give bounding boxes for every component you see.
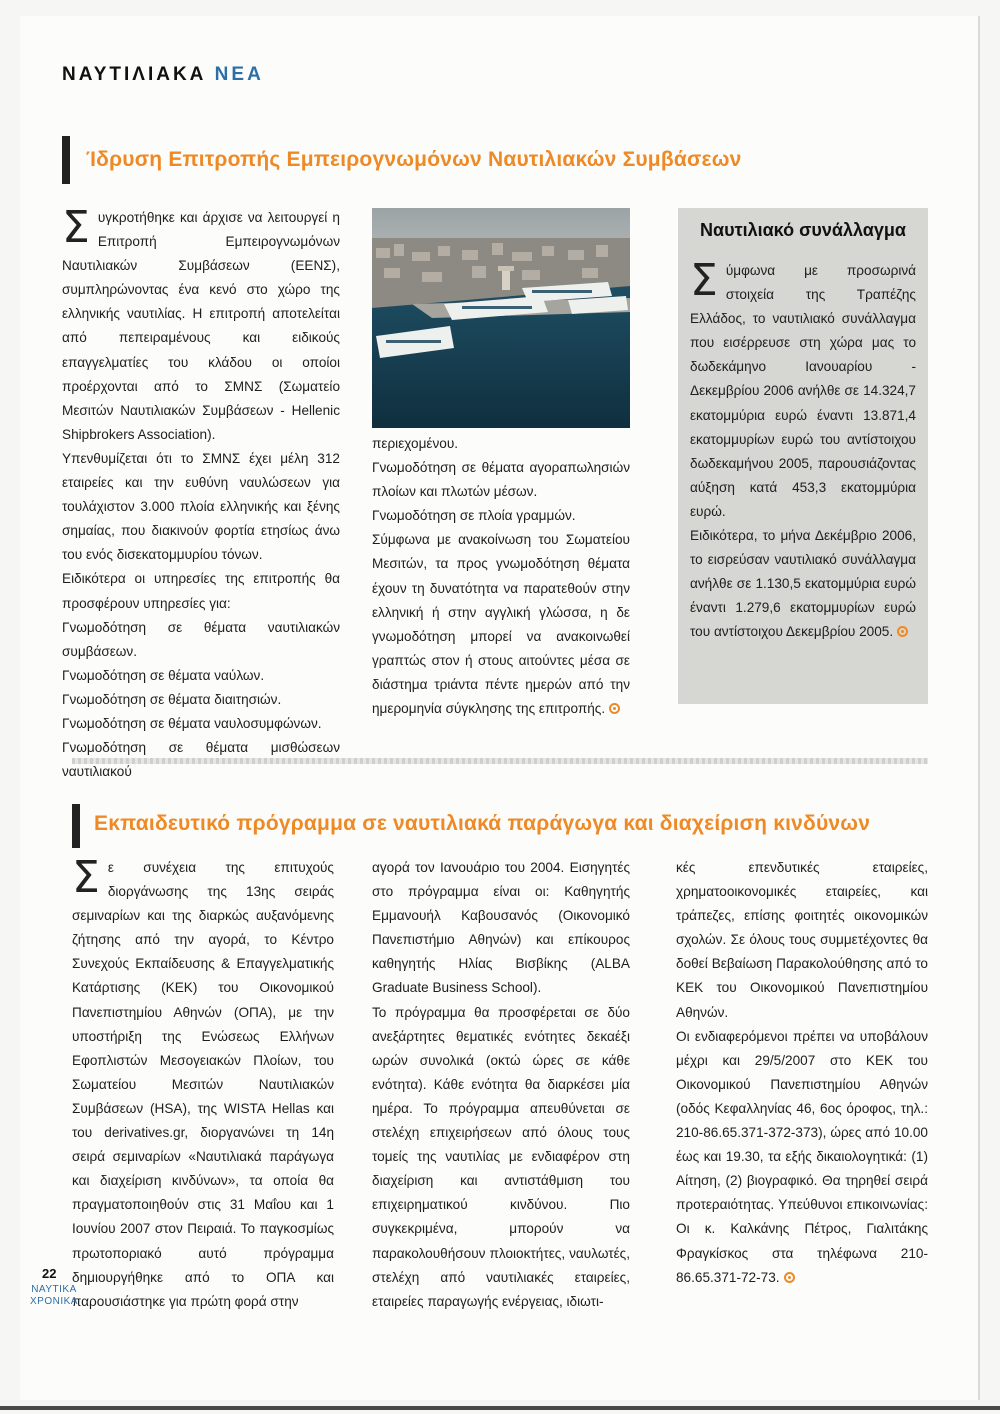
magazine-name-line: ΝΑΥΤΙΚΑ	[31, 1284, 77, 1295]
list-item: περιεχομένου.	[372, 436, 459, 451]
section-divider	[72, 758, 928, 764]
article2-column-2	[372, 856, 630, 1314]
article2-headline: Εκπαιδευτικό πρόγραμμα σε ναυτιλιακά παράγωγα και διαχείριση κινδύνων	[94, 812, 871, 835]
end-of-article-icon	[897, 626, 908, 637]
headline-bar	[72, 804, 80, 848]
list-item: Γνωμοδότηση σε θέματα διαιτησιών.	[62, 691, 282, 707]
page-number: 22	[42, 1266, 57, 1281]
magazine-name-line: ΧΡΟΝΙΚΑ	[30, 1296, 78, 1307]
magazine-name	[30, 1284, 78, 1308]
masthead	[62, 64, 264, 86]
article2-column-3	[676, 856, 928, 1290]
sidebar-title: Ναυτιλιακό συνάλλαγμα	[700, 220, 906, 240]
dropcap: Σ	[690, 255, 718, 306]
dropcap: Σ	[62, 202, 90, 253]
paragraph: Ειδικότερα οι υπηρεσίες της επιτροπής θα προσφέρουν υπηρεσίες για:	[62, 571, 340, 611]
paragraph-text: Σύμφωνα με ανακοίνωση του Σωματείου Μεσιτών, τα προς γνωμοδότηση θέματα έχουν τη δυνατότητα να παρατεθούν στην ελληνική ή στην αγγλική γλώσσα, η δε γνωμοδότηση μπορεί να ανακοινωθεί γραπτώς στον ή στους αιτούντες μέσα σε διάστημα τριάντα πέντε ημερών από την ημερομηνία σύγκλησης της επιτροπής.	[372, 532, 630, 717]
bottom-rule	[0, 1406, 1000, 1410]
sidebar-text	[690, 255, 916, 645]
photo-illustration	[372, 208, 630, 428]
masthead-accent: ΝΕΑ	[214, 64, 264, 85]
list-item: Γνωμοδότηση σε θέματα αγοραπωλησιών πλοίων και πλωτών μέσων.	[372, 460, 630, 500]
list-item: Γνωμοδότηση σε θέματα ναυλοσυμφώνων.	[62, 715, 322, 731]
harbor-ferries-photo	[372, 208, 630, 428]
article2-column-1	[72, 852, 334, 1314]
paragraph: υγκροτήθηκε και άρχισε να λειτουργεί η Επιτροπή Εμπειρογνωμόνων Ναυτιλιακών Συμβάσεων (ΕΕΝΣ), συμπληρώνοντας ένα κενό στο χώρο της ελληνικής ναυτιλίας. Η επιτροπή αποτελείται από πεπειραμένους και ειδικούς επαγγελματίες του κλάδου οι οποίοι προέρχονται από το ΣΜΝΣ (Σωματείο Μεσιτών Ναυτιλιακών Συμβάσεων - Hellenic Shipbrokers Association).	[62, 210, 340, 442]
paragraph	[676, 1025, 928, 1290]
list-item: Γνωμοδότηση σε πλοία γραμμών.	[372, 508, 576, 524]
end-of-article-icon	[609, 703, 620, 714]
paragraph: Το πρόγραμμα θα προσφέρεται σε δύο ανεξάρτητες θεματικές ενότητες δεκαέξι ωρών συνολικά (οκτώ ώρες σε κάθε ενότητα). Κάθε ενότητα θα διαρκέσει μία ημέρα. Το πρόγραμμα απευθύνεται σε στελέχη επιχειρήσεων από όλους τους τομείς της ναυτιλίας με ενδιαφέρον στη διαχείριση και αντιστάθμιση του επιχειρηματικού κινδύνου. Πιο συγκεκριμένα, μπορούν να παρακολουθήσουν πλοιοκτήτες, ναυλωτές, στελέχη από ναυτιλιακές εταιρείες, εταιρείες παραγωγής ενέργειας, ιδιωτι-	[372, 1004, 630, 1309]
paragraph-text: Ειδικότερα, το μήνα Δεκέμβριο 2006, το εισρεύσαν ναυτιλιακό συνάλλαγμα ανήλθε σε 1.130,5 εκατομμύρια ευρώ έναντι 1.279,6 εκατομμυρίων ευρώ του αντίστοιχου Δεκεμβρίου 2005.	[690, 528, 916, 640]
masthead-title: ΝΑΥΤΙΛΙΑΚΑ	[62, 64, 207, 85]
paragraph: ε συνέχεια της επιτυχούς διοργάνωσης της 13ης σειράς σεμιναρίων και της διαρκώς αυξανόμενης ζήτησης από την αγορά, το Κέντρο Συνεχούς Εκπαίδευσης & Επαγγελματικής Κατάρτισης (ΚΕΚ) του Οικονομικού Πανεπιστημίου Αθηνών (ΟΠΑ), με την υποστήριξη της Ενώσεως Ελλήνων Εφοπλιστών Μεσογειακών Πλοίων, του Σωματείου Μεσιτών Ναυτιλιακών Συμβάσεων (HSA), της WISTA Hellas και του derivatives.gr, διοργανώνει τη 14η σειρά σεμιναρίων «Ναυτιλιακά παράγωγα και διαχείριση κινδύνων», τα οποία θα πραγματοποιηθούν στις 31 Μαΐου και 1 Ιουνίου 2007 στον Πειραιά. Το παγκοσμίως πρωτοποριακό αυτό πρόγραμμα δημιουργήθηκε από το ΟΠΑ και παρουσιάστηκε για πρώτη φορά στην	[72, 860, 334, 1309]
article1-column-1	[62, 202, 340, 784]
paragraph: αγορά τον Ιανουάριο του 2004. Εισηγητές στο πρόγραμμα είναι οι: Καθηγητής Εμμανουήλ Καβουσανός (Οικονομικό Πανεπιστήμιο Αθηνών) και επίκουρος καθηγητής Ηλίας Βισβίκης (ALBA Graduate Business School).	[372, 860, 630, 996]
article1-column-2	[372, 432, 630, 721]
paragraph	[690, 524, 916, 644]
paragraph: Υπενθυμίζεται ότι το ΣΜΝΣ έχει μέλη 312 εταιρείες και την ευθύνη ναυλώσεων για τουλάχιστον 3.000 πλοία ελληνικής και ξένης σημαίας, που διακινούν φορτία ετησίως άνω του ενός δισεκατομμυρίου τόνων.	[62, 450, 340, 563]
article1-headline: Ίδρυση Επιτροπής Εμπειρογνωμόνων Ναυτιλιακών Συμβάσεων	[86, 148, 742, 171]
end-of-article-icon	[784, 1272, 795, 1283]
list-item: Γνωμοδότηση σε θέματα ναυτιλιακών συμβάσεων.	[62, 619, 340, 659]
list-item: Γνωμοδότηση σε θέματα ναύλων.	[62, 667, 265, 683]
list-item: Γνωμοδότηση σε θέματα μισθώσεων ναυτιλιακού	[62, 740, 340, 780]
headline-bar	[62, 136, 70, 184]
paragraph-text: Οι ενδιαφερόμενοι πρέπει να υποβάλουν μέχρι και 29/5/2007 στο ΚΕΚ του Οικονομικού Πανεπιστημίου Αθηνών (οδός Κεφαλληνίας 46, 6ος όροφος, τηλ.: 210-86.65.371-372-373), ώρες από 10.00 έως και 19.30, τα εξής δικαιολογητικά: (1) Αίτηση, (2) βιογραφικό. Θα τηρηθεί σειρά προτεραιότητας. Υπεύθυνοι επικοινωνίας: Οι κ. Καλκάνης Πέτρος, Γιαλιτάκης Φραγκίσκος στα τηλέφωνα 210-86.65.371-72-73.	[676, 1028, 928, 1285]
paragraph: ύμφωνα με προσωρινά στοιχεία της Τραπέζης Ελλάδος, το ναυτιλιακό συνάλλαγμα που εισέρρευσε στη χώρα μας το δωδεκάμηνο Ιανουαρίου - Δεκεμβρίου 2006 ανήλθε σε 14.324,7 εκατομμύρια ευρώ έναντι 13.871,4 εκατομμυρίων ευρώ του αντίστοιχου δωδεκαμήνου 2005, παρουσιάζοντας αύξηση κατά 453,3 εκατομμύρια ευρώ.	[690, 263, 916, 519]
sidebar-box	[678, 208, 928, 704]
paragraph	[372, 528, 630, 721]
dropcap: Σ	[72, 852, 100, 903]
paragraph: κές επενδυτικές εταιρείες, χρηματοοικονομικές εταιρείες, και τράπεζες, επίσης φοιτητές οικονομικών σχολών. Σε όλους τους συμμετέχοντες θα δοθεί Βεβαίωση Παρακολούθησης από το ΚΕΚ του Οικονομικού Πανεπιστημίου Αθηνών.	[676, 860, 928, 1020]
